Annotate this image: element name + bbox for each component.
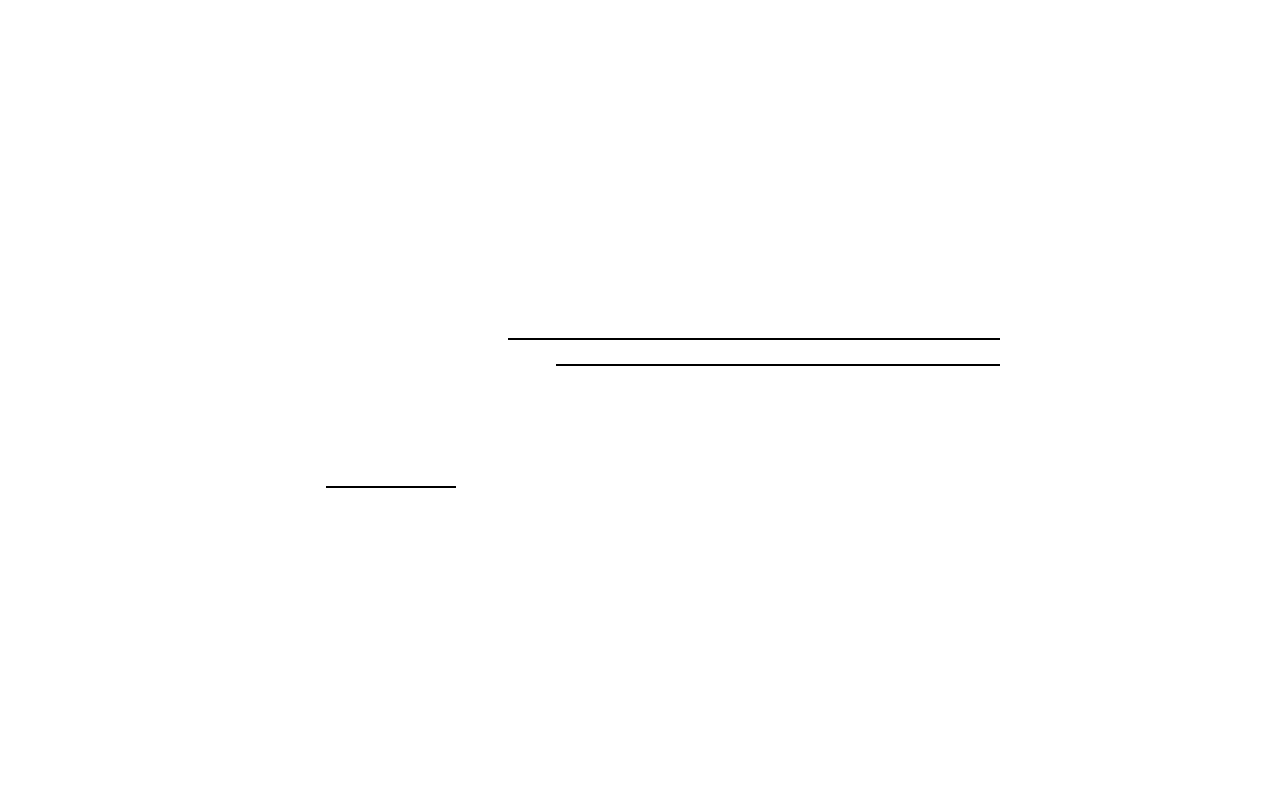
payment-formula	[0, 300, 1262, 390]
example-line	[16, 468, 916, 518]
formula-fraction-bar	[508, 338, 1000, 340]
example-fraction-bar	[326, 486, 456, 488]
formula-inner-fraction-bar	[556, 364, 1000, 366]
